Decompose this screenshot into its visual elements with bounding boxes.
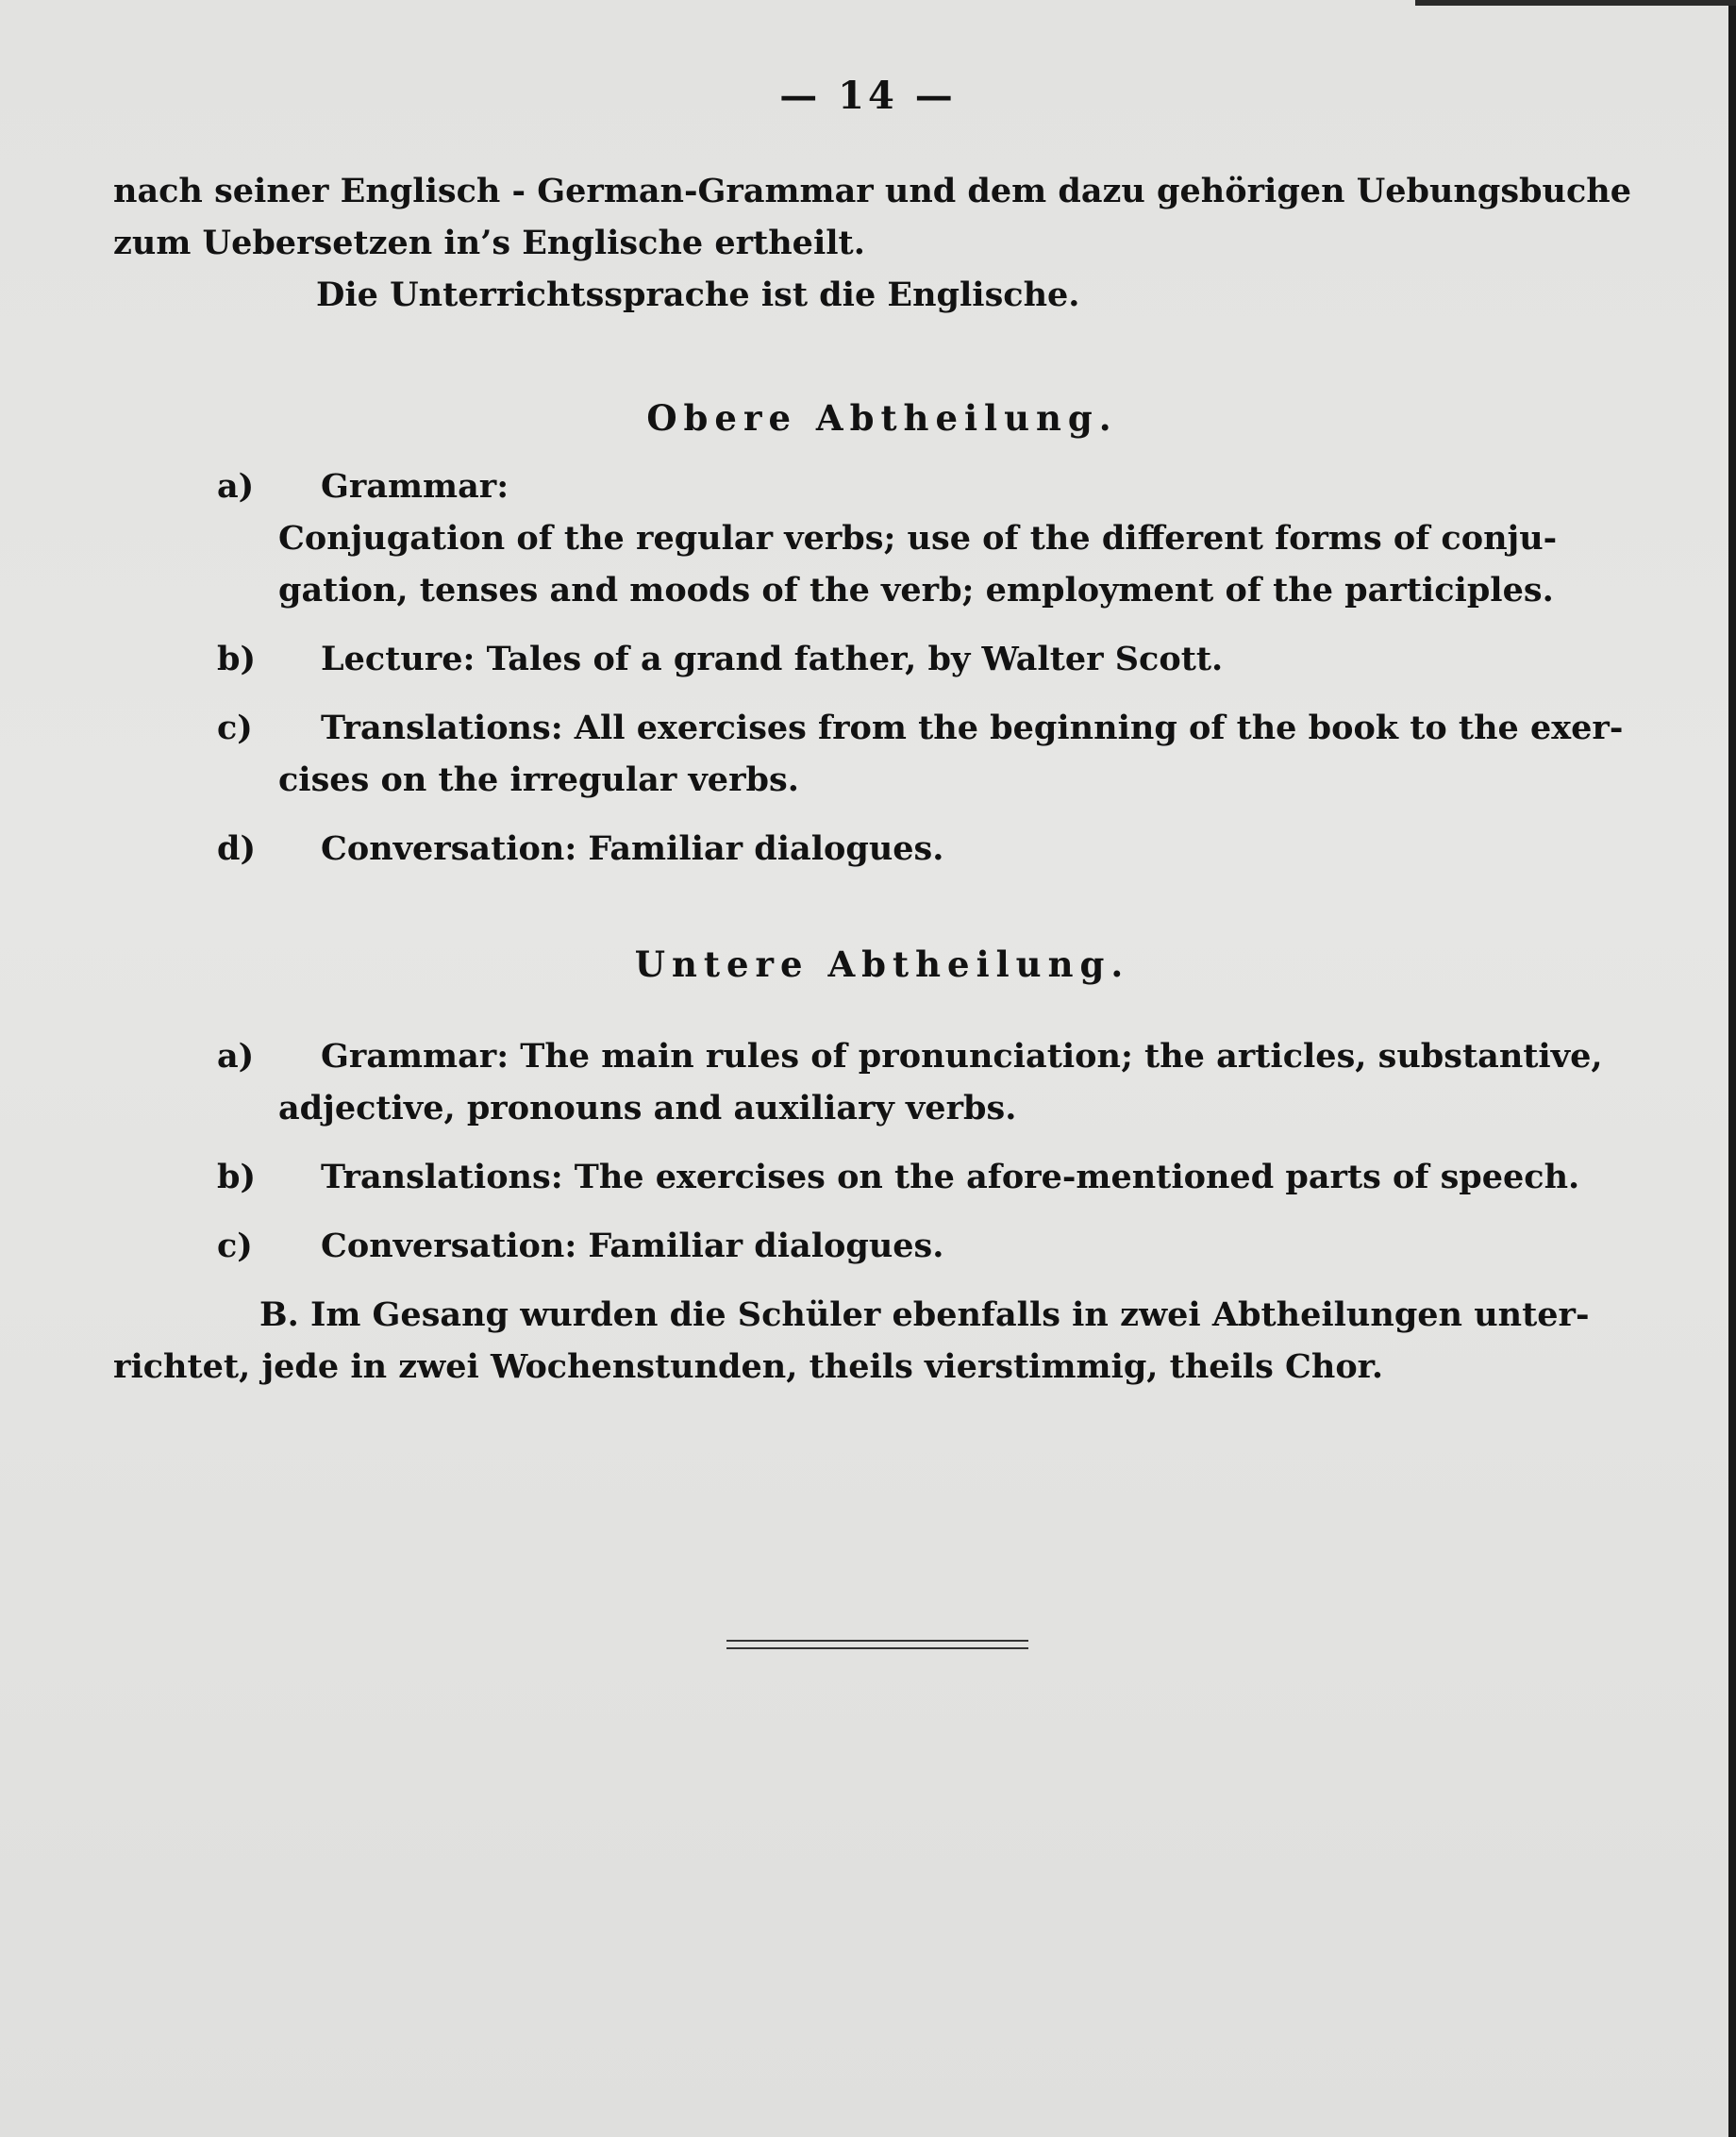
list-item <box>113 702 1651 754</box>
item-label: b) <box>217 1158 257 1196</box>
item-text: Conversation: Familiar dialogues. <box>321 1227 944 1265</box>
item-text: Translations: The exercises on the afore-mentioned parts of speech. <box>321 1158 1580 1196</box>
intro-line-2: zum Uebersetzen in’s Englische ertheilt. <box>113 224 865 262</box>
spacer <box>113 321 1651 385</box>
list-item <box>113 460 1651 512</box>
list-item <box>113 633 1651 685</box>
spacer <box>113 451 1651 460</box>
spacer <box>113 875 1651 931</box>
spacer <box>113 997 1651 1030</box>
item-text: Conversation: Familiar dialogues. <box>321 829 944 868</box>
item-text: Translations: All exercises from the beginning of the book to the exer- <box>321 709 1624 747</box>
gesang-line-2: richtet, jede in zwei Wochenstunden, theils vierstimmig, theils Chor. <box>113 1347 1384 1386</box>
intro-line-1: nach seiner Englisch - German-Grammar und dem dazu gehörigen Uebungsbuche <box>113 172 1631 210</box>
translations-text-line-2: cises on the irregular verbs. <box>278 760 799 799</box>
list-item <box>113 1030 1651 1082</box>
item-label: a) <box>217 467 255 506</box>
section-divider-rule <box>726 1640 1028 1649</box>
list-item <box>113 1151 1651 1203</box>
item-label: d) <box>217 829 257 868</box>
section-heading-untere: Untere Abtheilung. <box>634 943 1130 985</box>
item-title: Grammar: <box>321 467 509 506</box>
item-label: b) <box>217 640 257 678</box>
item-label: c) <box>217 709 253 747</box>
language-note: Die Unterrichtssprache ist die Englische. <box>316 275 1080 314</box>
untere-grammar-line-2: adjective, pronouns and auxiliary verbs. <box>278 1089 1017 1127</box>
grammar-text-line-1: Conjugation of the regular verbs; use of the different forms of conju- <box>278 519 1558 558</box>
spacer <box>113 1272 1651 1289</box>
item-label: c) <box>217 1227 253 1265</box>
grammar-text-line-2: gation, tenses and moods of the verb; employment of the participles. <box>278 571 1554 609</box>
section-heading-obere: Obere Abtheilung. <box>646 397 1118 439</box>
item-text: Grammar: The main rules of pronunciation; the articles, substantive, <box>321 1037 1603 1076</box>
page-number: — 14 — <box>779 74 957 118</box>
scan-edge-top <box>1415 0 1736 6</box>
list-item <box>113 1220 1651 1272</box>
gesang-line-1: B. Im Gesang wurden die Schüler ebenfalls in zwei Abtheilungen unter- <box>259 1295 1590 1334</box>
item-label: a) <box>217 1037 255 1076</box>
item-text: Lecture: Tales of a grand father, by Walter Scott. <box>321 640 1224 678</box>
page-content <box>113 165 1651 1393</box>
scan-edge-right <box>1728 0 1736 2137</box>
list-item <box>113 823 1651 875</box>
